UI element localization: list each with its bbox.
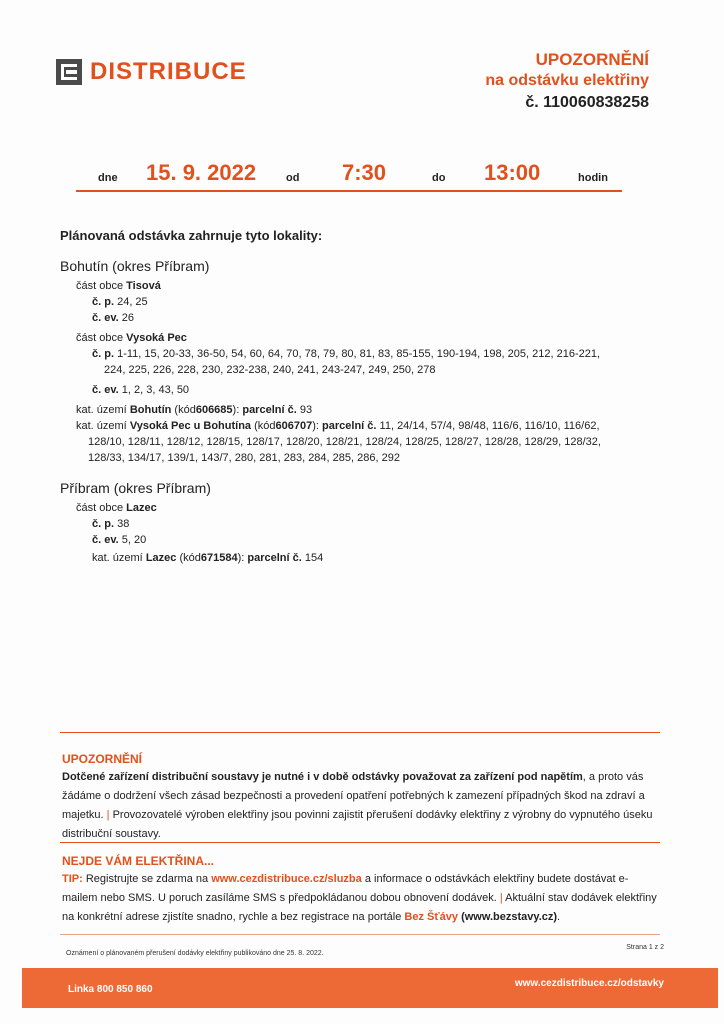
parcel-label: parcelní č.	[242, 404, 297, 416]
cp-label: č. p.	[92, 296, 115, 308]
schedule-row	[98, 160, 618, 190]
ev-values: 26	[121, 312, 135, 324]
tip-text2: a informace o odstávkách elektřiny budete dostávat e-mailem nebo SMS. U poruch zasíláme SMS s předpokládanou dobou obnovení dodávek.	[62, 873, 629, 904]
ev-label: č. ev.	[92, 534, 119, 546]
cp-row	[92, 294, 148, 310]
warning-text	[62, 768, 662, 844]
parcel-values: 154	[304, 552, 324, 564]
from-time: 7:30	[342, 160, 387, 185]
parcel-values: 11, 24/14, 57/4, 98/48, 116/6, 116/10, 116/62,	[379, 420, 600, 432]
parcel-label: parcelní č.	[247, 552, 302, 564]
logo-text: DISTRIBUCE	[90, 58, 247, 85]
unit-label: hodin	[578, 172, 608, 184]
cp-row	[92, 516, 129, 532]
ev-row	[92, 310, 134, 326]
code-prefix: (kód	[179, 552, 201, 564]
cp-label: č. p.	[92, 518, 115, 530]
part-name: Tisová	[126, 280, 161, 292]
separator: |	[106, 809, 110, 821]
schedule-underline	[76, 190, 622, 192]
warning-title: UPOZORNĚNÍ	[62, 752, 143, 766]
locality-pribram	[60, 480, 211, 496]
locality-name: Příbram	[60, 480, 110, 496]
part-label-row	[76, 278, 161, 294]
cez-logo-icon	[56, 59, 82, 85]
footer-bar	[22, 968, 718, 1008]
part-name: Lazec	[126, 502, 157, 514]
notice-subtitle: na odstávku elektřiny	[485, 72, 649, 89]
cp-label: č. p.	[92, 348, 115, 360]
cez-logo	[56, 58, 247, 86]
warning-bold: Dotčené zařízení distribuční soustavy je nutné i v době odstávky považovat za zařízení pod napětím	[62, 771, 583, 783]
cadastral-row	[76, 418, 600, 434]
parcel-values-cont: 128/10, 128/11, 128/12, 128/15, 128/17, 128/20, 128/21, 128/24, 128/25, 128/27, 128/28, 128/29, 128/32,	[88, 436, 601, 448]
divider	[60, 934, 660, 935]
cadastral-name: Lazec	[145, 552, 177, 564]
website-link[interactable]: www.cezdistribuce.cz/odstavky	[514, 978, 664, 989]
cp-row	[92, 346, 600, 362]
code-prefix: (kód	[254, 420, 276, 432]
code-prefix: (kód	[174, 404, 196, 416]
cadastral-label: kat. území	[92, 552, 143, 564]
cadastral-code: 606685	[195, 404, 233, 416]
cadastral-name: Vysoká Pec u Bohutína	[129, 420, 252, 432]
code-suffix: ):	[312, 420, 319, 432]
ev-label: č. ev.	[92, 312, 119, 324]
notice-title: UPOZORNĚNÍ	[535, 50, 649, 69]
code-suffix: ):	[237, 552, 245, 564]
portal-name: Bez Šťávy	[404, 911, 458, 923]
tip-label: TIP:	[62, 873, 83, 885]
separator: |	[499, 892, 503, 904]
divider	[60, 732, 660, 733]
ev-row	[92, 382, 189, 398]
ev-values: 1, 2, 3, 43, 50	[121, 384, 190, 396]
ev-row	[92, 532, 146, 548]
registration-link[interactable]: www.cezdistribuce.cz/sluzba	[211, 873, 362, 885]
code-suffix: ):	[232, 404, 240, 416]
ev-label: č. ev.	[92, 384, 119, 396]
part-name: Vysoká Pec	[126, 332, 187, 344]
locality-district: (okres Příbram)	[112, 258, 210, 274]
section-title: Plánovaná odstávka zahrnuje tyto lokality:	[60, 228, 323, 243]
tip-text3: Aktuální stav dodávek elektřiny na konkrétní adrese zjistíte snadno, rychle a bez registrace na portále	[62, 892, 657, 923]
cadastral-name: Bohutín	[129, 404, 172, 416]
tip-text	[62, 870, 662, 927]
part-label-row	[76, 500, 157, 516]
from-label: od	[286, 172, 300, 184]
cadastral-row	[76, 402, 312, 418]
to-label: do	[432, 172, 446, 184]
locality-name: Bohutín	[60, 258, 109, 274]
cp-values-cont: 224, 225, 226, 228, 230, 232-238, 240, 241, 243-247, 249, 250, 278	[104, 364, 436, 376]
notice-header	[485, 50, 649, 112]
part-label: část obce	[76, 332, 124, 344]
part-label-row	[76, 330, 187, 346]
tip-end: .	[557, 911, 561, 923]
cp-values: 1-11, 15, 20-33, 36-50, 54, 60, 64, 70, 78, 79, 80, 81, 83, 85-155, 190-194, 198, 205, 212, 216-221,	[117, 348, 601, 360]
cadastral-label: kat. území	[76, 404, 127, 416]
outage-date: 15. 9. 2022	[146, 160, 257, 185]
cp-values: 24, 25	[117, 296, 148, 308]
tip-text1: Registrujte se zdarma na	[85, 873, 209, 885]
part-label: část obce	[76, 280, 124, 292]
ev-values: 5, 20	[121, 534, 147, 546]
parcel-label: parcelní č.	[322, 420, 377, 432]
cp-values: 38	[117, 518, 130, 530]
warning-text1: , a proto vás žádáme o dodržení všech zásad bezpečnosti a provedení opatření potřebných k zamezení případných škod na zdraví a majetku.	[62, 771, 645, 821]
warning-text2: Provozovatelé výroben elektřiny jsou povinni zajistit přerušení dodávky elektřiny z výrobny do vypnutého úseku distribuční soustavy.	[62, 809, 653, 840]
to-time: 13:00	[484, 160, 541, 185]
locality-district: (okres Příbram)	[113, 480, 211, 496]
portal-link[interactable]: (www.bezstavy.cz)	[461, 911, 558, 923]
hotline: Linka 800 850 860	[68, 984, 153, 995]
locality-bohutin	[60, 258, 209, 274]
published-note: Oznámení o plánovaném přerušení dodávky elektřiny publikováno dne 25. 8. 2022.	[66, 950, 324, 957]
cadastral-row	[92, 550, 323, 566]
cadastral-code: 606707	[275, 420, 313, 432]
parcel-values-cont: 128/33, 134/17, 139/1, 143/7, 280, 281, 283, 284, 285, 286, 292	[88, 452, 400, 464]
day-label: dne	[98, 172, 118, 184]
notice-number: č. 110060838258	[525, 94, 649, 111]
page-number: Strana 1 z 2	[626, 944, 664, 951]
part-label: část obce	[76, 502, 124, 514]
cadastral-code: 671584	[200, 552, 238, 564]
parcel-values: 93	[299, 404, 313, 416]
tip-title: NEJDE VÁM ELEKTŘINA...	[62, 854, 215, 868]
divider	[60, 842, 660, 843]
cadastral-label: kat. území	[76, 420, 127, 432]
